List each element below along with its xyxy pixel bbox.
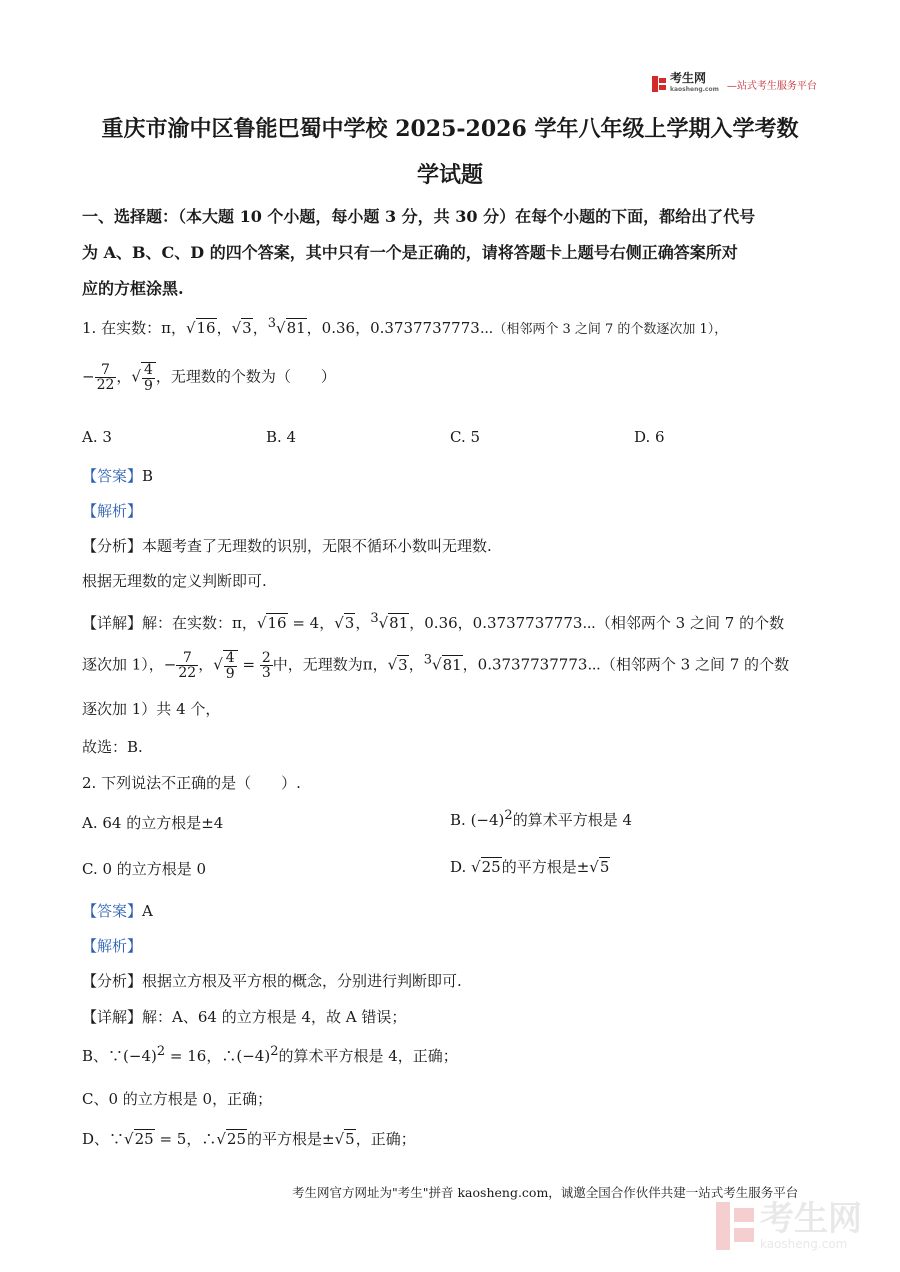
q1-option-a: A. 3 <box>82 428 112 446</box>
q2-option-b: B. $(-4)^2$的算术平方根是 4 <box>450 808 632 829</box>
q1-option-c: C. 5 <box>450 428 481 446</box>
watermark-logo-icon <box>716 1202 754 1250</box>
q1-option-b: B. 4 <box>266 428 297 446</box>
q1-fenxi2: 根据无理数的定义判断即可. <box>82 572 267 590</box>
section-heading-line2: 为 A、B、C、D 的四个答案，其中只有一个是正确的，请将答题卡上题号右侧正确答案所对 <box>82 243 738 262</box>
page-title-line1: 重庆市渝中区鲁能巴蜀中学校 2025-2026 学年八年级上学期入学考数 <box>101 116 799 142</box>
q2-detail-d: D、∵√25 = 5，∴√25的平方根是±√5，正确； <box>82 1130 416 1148</box>
section-heading-line1: 一、选择题：（本大题 10 个小题，每小题 3 分，共 30 分）在每个小题的下面，都给出了代号 <box>82 207 756 226</box>
q2-fenxi: 【分析】根据立方根及平方根的概念，分别进行判断即可. <box>82 972 462 990</box>
q1-detail-line3: 逐次加 1）共 4 个， <box>82 700 221 718</box>
q2-detail-a: 【详解】解：A、64 的立方根是 4，故 A 错误； <box>82 1008 407 1026</box>
q1-analysis-label: 【解析】 <box>82 502 143 520</box>
page-title-line2: 学试题 <box>416 162 483 188</box>
q1-answer: 【答案】B <box>82 467 154 485</box>
header-logo <box>652 71 817 94</box>
q1-option-d: D. 6 <box>634 428 665 446</box>
logo-slogan: —站式考生服务平台 <box>726 80 817 92</box>
logo-name: 考生网 kaosheng.com <box>670 71 719 93</box>
q2-option-c: C. 0 的立方根是 0 <box>82 860 207 878</box>
q2-detail-b: B、$\because(-4)^2 = 16$，$\therefore(-4)^2$的算术平方根是 4，正确； <box>82 1044 458 1065</box>
q2-option-d: D. √25的平方根是±√5 <box>450 858 610 876</box>
q1-conclusion: 故选：B. <box>82 738 143 756</box>
q1-fenxi: 【分析】本题考查了无理数的识别，无限不循环小数叫无理数. <box>82 537 492 555</box>
q2-option-a: A. 64 的立方根是±4 <box>82 814 224 832</box>
footer-note: 考生网官方网址为"考生"拼音 kaosheng.com，诚邀全国合作伙伴共建一站式考生服务平台 <box>292 1185 799 1200</box>
q1-detail-line2: 逐次加 1），− $\frac{7}{22}$ ，√ $\frac{4}{9}$ = $\frac{2}{3}$ 中，无理数为π，√3，$^3$√81，0.3737737773⋯（相邻两个 3 之间 7 的个数 <box>82 649 790 682</box>
q2-analysis-label: 【解析】 <box>82 937 143 955</box>
section-heading-line3: 应的方框涂黑. <box>82 279 184 298</box>
q2-stem: 2. 下列说法不正确的是（ ）. <box>82 774 301 792</box>
kaosheng-logo-icon <box>652 76 666 92</box>
q2-answer: 【答案】A <box>82 902 153 920</box>
q1-detail-line1: 【详解】解：在实数：π，√16 = 4，√3，$^3$√81，0.36，0.3737737773⋯（相邻两个 3 之间 7 的个数 <box>82 611 785 632</box>
q2-detail-c: C、0 的立方根是 0，正确； <box>82 1090 273 1108</box>
watermark: 考生网 kaosheng.com <box>716 1196 886 1256</box>
q1-stem-line1: 1. 在实数：π，√16，√3，$^3$√81，0.36，0.3737737773⋯（相邻两个 3 之间 7 的个数逐次加 1）， <box>82 316 728 337</box>
q1-stem-line2: − $\frac{7}{22}$ ，√ $\frac{4}{9}$ ，无理数的个数为（ ） <box>82 361 336 394</box>
